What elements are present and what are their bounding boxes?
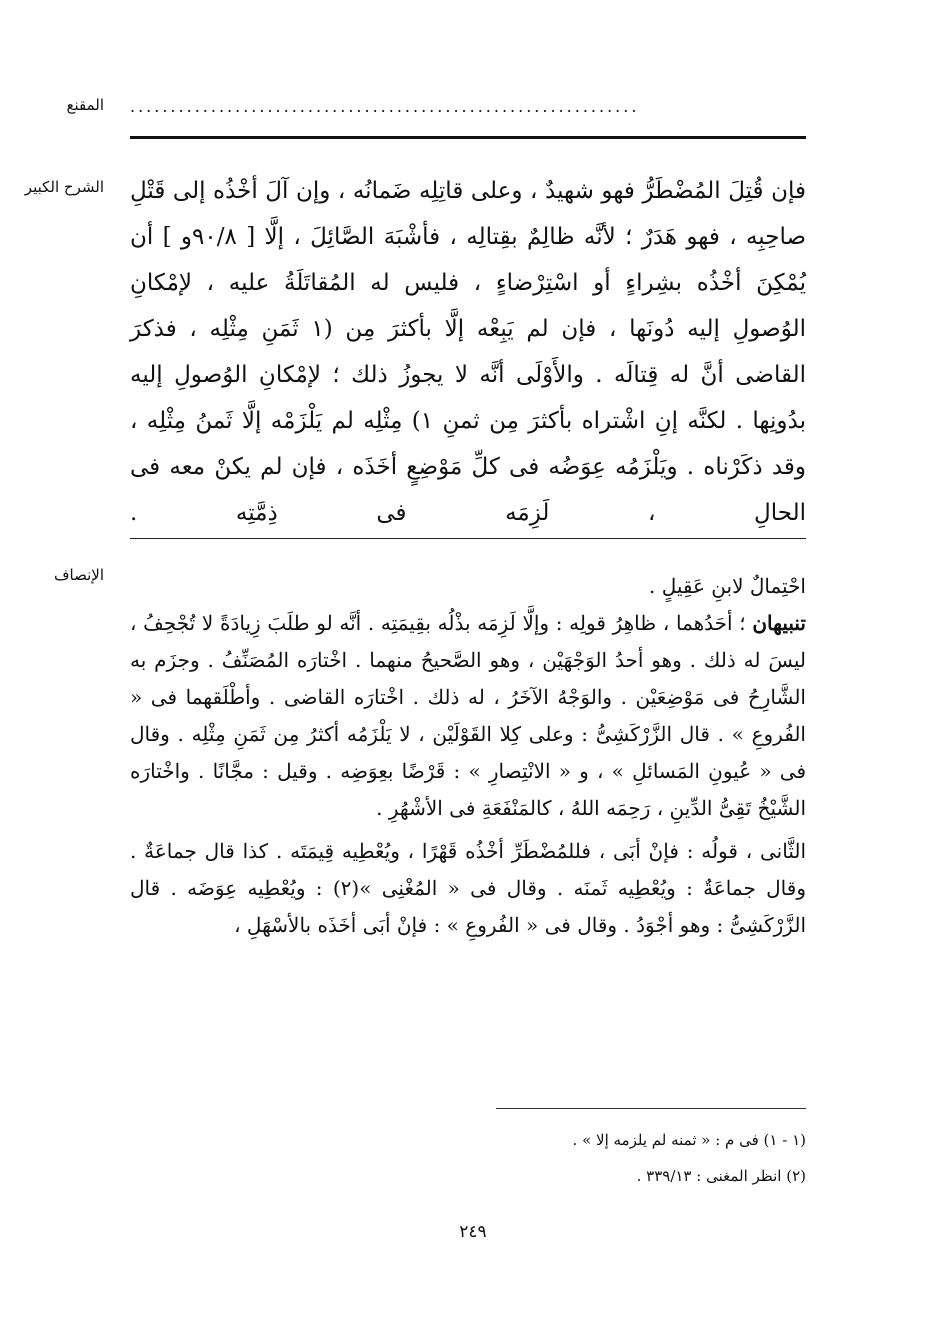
thick-rule xyxy=(130,136,806,139)
footnote-1: (١ - ١) فى م : « ثمنه لم يلزمه إلا » . xyxy=(572,1131,806,1149)
insaf-paragraph-1: احْتِمالٌ لابنِ عَقِيلٍ . xyxy=(648,574,806,598)
sharh-paragraph: فإن قُتِلَ المُضْطَرُّ فهو شهيدٌ ، وعلى قاتِلِه ضَمانُه ، وإن آلَ أخْذُه إلى قَتْلِ صاحِبِه ، فهو هَدَرٌ ؛ لأنَّه ظالِمٌ بقِتالِه ، فأشْبَهَ الصَّائِلَ ، إلَّا [ ٩٠/٨و ] أن يُمْكِنَ أخْذُه بشِراءٍ أو اسْتِرْضاءٍ ، فليس له المُقاتَلَةُ عليه ، لإمْكانِ الوُصولِ إليه دُونَها ، فإن لم يَبِعْه إلَّا بأكثرَ مِن (١ ثَمَنِ مِثْلِه ، فذكرَ القاضى أنَّ له قِتالَه . والأَوْلَى أنَّه لا يجوزُ ذلك ؛ لإمْكانِ الوُصولِ إليه بدُونِها . لكنَّه إنِ اشْتراه بأكثرَ مِن ثمنِ ١) مِثْلِه لم يَلْزَمْه إلَّا ثَمنُ مِثْلِه ، وقد ذكَرْناه . ويَلْزَمُه عِوَضُه فى كلِّ مَوْضِعٍ أخَذَه ، فإن لم يكنْ معه فى الحالِ ، لَزِمَه فى ذِمَّتِه . xyxy=(130,178,807,526)
insaf-text-block xyxy=(130,568,806,944)
footnote-2: (٢) انظر المغنى : ٣٣٩/١٣ . xyxy=(636,1167,806,1185)
section-label-sharh: الشرح الكبير xyxy=(24,178,104,196)
section-divider xyxy=(130,538,806,539)
sharh-text-block xyxy=(130,168,806,536)
page-number: ٢٤٩ xyxy=(459,1222,487,1242)
section-label-insaf: الإنصاف xyxy=(53,566,104,584)
insaf-paragraph-3: الثَّانى ، قولُه : فإنْ أبَى ، فللمُضْطَرِّ أخْذُه قَهْرًا ، ويُعْطِيه قِيمَتَه . كذا قال جماعَةٌ . وقال جماعَةٌ : ويُعْطِيه ثَمنَه . وقال فى « المُغْنِى »(٢) : ويُعْطِيه عِوَضَه . قال الزَّرْكَشِىُّ : وهو أجْوَدُ . وقال فى « الفُروعِ » : فإنْ أبَى أخَذَه بالأسْهَلِ ، xyxy=(130,839,806,937)
footnote-rule xyxy=(496,1108,806,1109)
tanbihan-heading: تنبيهان xyxy=(752,611,806,635)
insaf-paragraph-2 xyxy=(130,605,806,827)
dotted-separator: ............................................................... xyxy=(130,100,640,114)
footnotes xyxy=(130,1122,806,1194)
section-label-muqni: المقنع xyxy=(66,96,104,114)
insaf-paragraph-2-text: ؛ أحَدُهما ، ظاهِرُ قولِه : وإلَّا لَزِمَه بذْلُه بقِيمَتِه . أنَّه لو طلَبَ زِيادَةً لا تُجْحِفُ ، ليسَ له ذلك . وهو أحدُ الوَجْهَيْن ، وهو الصَّحيحُ منهما . اخْتارَه المُصَنِّفُ . وجزَم به الشَّارِحُ فى مَوْضِعَيْن . والوَجْهُ الآخَرُ ، له ذلك . اخْتارَه القاضى . وأطْلَقهما فى « الفُروعِ » . قال الزَّرْكَشِىُّ : وعلى كِلا القَوْلَيْن ، لا يَلْزَمُه أكثرُ مِن ثَمَنِ مِثْلِه . وقال فى « عُيونِ المَسائلِ » ، و « الانْتِصارِ » : قَرْضًا بعِوَضِه . وقيل : مجَّانًا . واخْتارَه الشَّيْخُ تَقِىُّ الدِّينِ ، رَحِمَه اللهُ ، كالمَنْفَعَةِ فى الأشْهُرِ . xyxy=(130,611,806,820)
